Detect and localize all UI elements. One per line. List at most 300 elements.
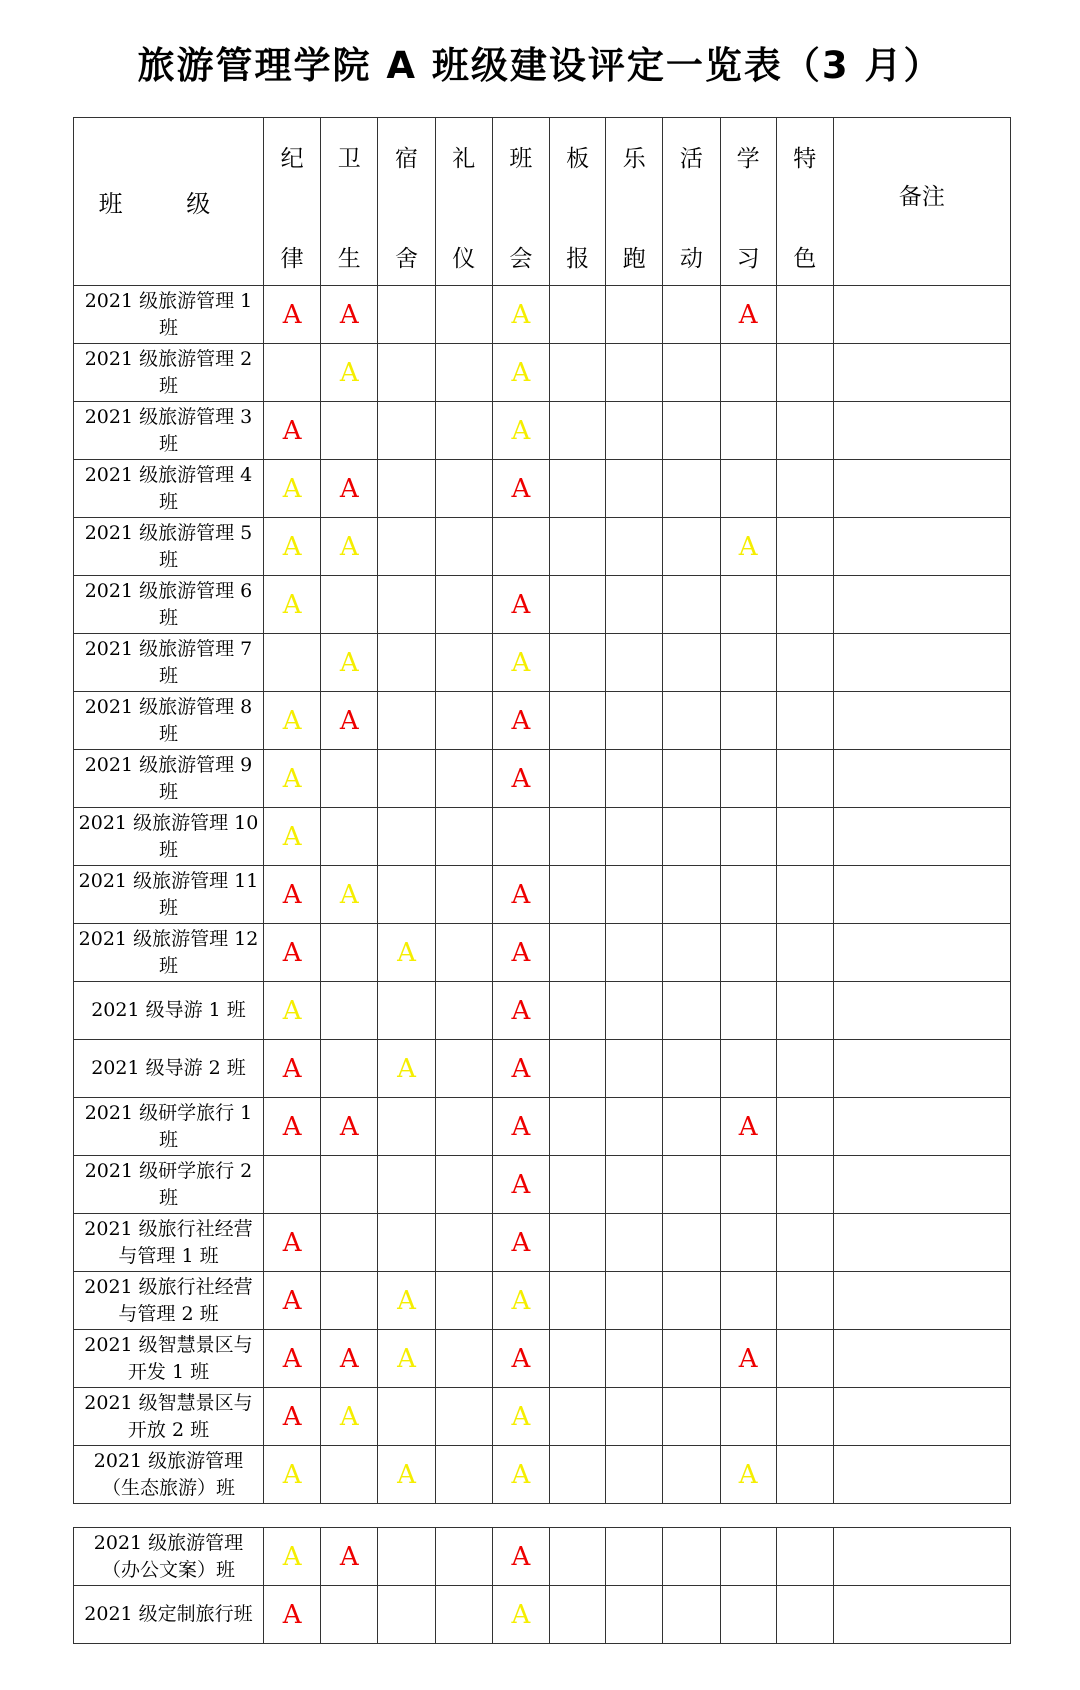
rating-cell xyxy=(776,1586,833,1644)
rating-cell xyxy=(321,402,378,460)
table-row xyxy=(74,750,1011,808)
table-row xyxy=(74,1156,1011,1214)
rating-cell xyxy=(435,692,492,750)
category-header xyxy=(435,118,492,286)
rating-cell xyxy=(263,634,320,692)
rating-cell xyxy=(663,1272,720,1330)
category-header-char: 色 xyxy=(793,246,817,272)
rating-cell xyxy=(263,866,320,924)
rating-mark: A xyxy=(511,1111,531,1142)
rating-mark: A xyxy=(282,879,302,910)
notes-cell xyxy=(833,1214,1010,1272)
rating-cell xyxy=(606,1214,663,1272)
rating-cell xyxy=(663,460,720,518)
notes-cell xyxy=(833,576,1010,634)
rating-cell xyxy=(606,750,663,808)
rating-cell xyxy=(550,1272,606,1330)
table-row xyxy=(74,576,1011,634)
rating-cell xyxy=(550,460,606,518)
notes-cell xyxy=(833,808,1010,866)
rating-cell xyxy=(378,1098,435,1156)
rating-cell xyxy=(492,1098,549,1156)
rating-cell xyxy=(663,402,720,460)
notes-cell xyxy=(833,982,1010,1040)
page-title: 旅游管理学院 A 班级建设评定一览表（3 月） xyxy=(137,44,943,87)
rating-mark: A xyxy=(511,1227,531,1258)
rating-mark: A xyxy=(282,1599,302,1630)
table-row xyxy=(74,402,1011,460)
category-header-char: 卫 xyxy=(337,146,361,172)
rating-cell xyxy=(606,1388,663,1446)
rating-mark: A xyxy=(339,879,359,910)
rating-cell xyxy=(550,402,606,460)
rating-cell xyxy=(720,1214,776,1272)
rating-cell xyxy=(492,1446,549,1504)
rating-cell xyxy=(776,808,833,866)
rating-cell xyxy=(435,460,492,518)
rating-mark: A xyxy=(738,299,758,330)
rating-cell xyxy=(720,460,776,518)
rating-cell xyxy=(435,344,492,402)
class-name-cell: 2021 级研学旅行 1 班 xyxy=(74,1098,264,1156)
rating-cell xyxy=(663,1156,720,1214)
rating-cell xyxy=(720,692,776,750)
rating-cell xyxy=(321,982,378,1040)
rating-cell xyxy=(663,1330,720,1388)
rating-cell xyxy=(606,344,663,402)
rating-cell xyxy=(550,1528,606,1586)
rating-cell xyxy=(378,286,435,344)
rating-mark: A xyxy=(511,1599,531,1630)
class-name-cell: 2021 级旅游管理 10 班 xyxy=(74,808,264,866)
rating-cell xyxy=(321,1388,378,1446)
rating-mark: A xyxy=(339,531,359,562)
rating-cell xyxy=(720,1330,776,1388)
table-row xyxy=(74,1040,1011,1098)
rating-cell xyxy=(720,634,776,692)
table-row xyxy=(74,982,1011,1040)
rating-cell xyxy=(492,1156,549,1214)
class-name-cell: 2021 级旅游管理 12 班 xyxy=(74,924,264,982)
rating-cell xyxy=(263,1098,320,1156)
rating-cell xyxy=(492,866,549,924)
rating-cell xyxy=(321,1040,378,1098)
rating-cell xyxy=(435,866,492,924)
rating-cell xyxy=(606,1446,663,1504)
notes-cell xyxy=(833,1528,1010,1586)
rating-cell xyxy=(321,692,378,750)
rating-cell xyxy=(263,692,320,750)
notes-cell xyxy=(833,1272,1010,1330)
notes-cell xyxy=(833,750,1010,808)
rating-cell xyxy=(378,1528,435,1586)
rating-cell xyxy=(606,1272,663,1330)
rating-cell xyxy=(720,1272,776,1330)
rating-cell xyxy=(776,1388,833,1446)
rating-cell xyxy=(263,1586,320,1644)
rating-cell xyxy=(492,518,549,576)
rating-cell xyxy=(606,982,663,1040)
rating-cell xyxy=(550,1214,606,1272)
rating-cell xyxy=(435,750,492,808)
rating-cell xyxy=(378,1214,435,1272)
rating-cell xyxy=(720,1098,776,1156)
rating-cell xyxy=(321,576,378,634)
category-header-char: 礼 xyxy=(452,146,476,172)
rating-cell xyxy=(663,286,720,344)
rating-cell xyxy=(492,1586,549,1644)
category-header-char: 跑 xyxy=(622,246,646,272)
rating-cell xyxy=(606,460,663,518)
rating-mark: A xyxy=(282,821,302,852)
notes-cell xyxy=(833,866,1010,924)
rating-cell xyxy=(776,634,833,692)
rating-cell xyxy=(321,460,378,518)
rating-cell xyxy=(378,1586,435,1644)
rating-cell xyxy=(492,808,549,866)
rating-cell xyxy=(606,1156,663,1214)
rating-cell xyxy=(606,1586,663,1644)
rating-mark: A xyxy=(282,1541,302,1572)
rating-cell xyxy=(776,692,833,750)
class-name-cell: 2021 级智慧景区与开发 1 班 xyxy=(74,1330,264,1388)
table-row xyxy=(74,924,1011,982)
rating-cell xyxy=(263,402,320,460)
class-name-cell: 2021 级旅游管理 7 班 xyxy=(74,634,264,692)
notes-cell xyxy=(833,1446,1010,1504)
category-header-char: 生 xyxy=(337,246,361,272)
rating-cell xyxy=(720,1156,776,1214)
notes-column-header: 备注 xyxy=(833,118,1010,286)
rating-cell xyxy=(435,1528,492,1586)
rating-cell xyxy=(378,1040,435,1098)
rating-mark: A xyxy=(511,589,531,620)
class-name-cell: 2021 级智慧景区与开放 2 班 xyxy=(74,1388,264,1446)
rating-cell xyxy=(550,286,606,344)
table-row xyxy=(74,286,1011,344)
rating-cell xyxy=(776,750,833,808)
rating-cell xyxy=(378,982,435,1040)
rating-cell xyxy=(321,634,378,692)
rating-cell xyxy=(720,1040,776,1098)
rating-cell xyxy=(663,518,720,576)
rating-cell xyxy=(720,286,776,344)
rating-cell xyxy=(435,1156,492,1214)
notes-cell xyxy=(833,924,1010,982)
rating-mark: A xyxy=(738,1459,758,1490)
category-header-char: 报 xyxy=(566,246,590,272)
category-header-char: 特 xyxy=(793,146,817,172)
rating-mark: A xyxy=(282,589,302,620)
rating-cell xyxy=(663,1214,720,1272)
rating-cell xyxy=(550,1586,606,1644)
class-name-cell: 2021 级旅游管理（办公文案）班 xyxy=(74,1528,264,1586)
rating-cell xyxy=(263,750,320,808)
rating-mark: A xyxy=(511,1401,531,1432)
rating-cell xyxy=(776,1156,833,1214)
rating-cell xyxy=(492,924,549,982)
category-header-char: 仪 xyxy=(452,246,476,272)
rating-mark: A xyxy=(282,299,302,330)
rating-cell xyxy=(492,1214,549,1272)
rating-cell xyxy=(492,634,549,692)
rating-mark: A xyxy=(282,1343,302,1374)
rating-cell xyxy=(663,1586,720,1644)
rating-mark: A xyxy=(738,531,758,562)
rating-mark: A xyxy=(339,1401,359,1432)
rating-cell xyxy=(720,1388,776,1446)
rating-cell xyxy=(606,692,663,750)
rating-cell xyxy=(378,1388,435,1446)
rating-cell xyxy=(435,1272,492,1330)
rating-mark: A xyxy=(738,1343,758,1374)
rating-cell xyxy=(663,982,720,1040)
rating-cell xyxy=(263,1040,320,1098)
rating-cell xyxy=(720,576,776,634)
table-row xyxy=(74,1214,1011,1272)
category-header-char: 动 xyxy=(679,246,703,272)
table-row xyxy=(74,1272,1011,1330)
rating-cell xyxy=(321,808,378,866)
rating-cell xyxy=(663,692,720,750)
rating-mark: A xyxy=(339,647,359,678)
rating-mark: A xyxy=(738,1111,758,1142)
rating-cell xyxy=(550,1330,606,1388)
rating-cell xyxy=(435,634,492,692)
category-header-char: 学 xyxy=(736,146,760,172)
rating-mark: A xyxy=(282,1053,302,1084)
rating-cell xyxy=(720,924,776,982)
category-header xyxy=(663,118,720,286)
category-header xyxy=(606,118,663,286)
rating-cell xyxy=(550,924,606,982)
rating-cell xyxy=(720,982,776,1040)
rating-mark: A xyxy=(511,415,531,446)
rating-cell xyxy=(776,1330,833,1388)
class-name-cell: 2021 级旅游管理 4 班 xyxy=(74,460,264,518)
rating-cell xyxy=(606,576,663,634)
rating-mark: A xyxy=(282,763,302,794)
rating-cell xyxy=(378,1330,435,1388)
rating-mark: A xyxy=(282,995,302,1026)
rating-cell xyxy=(776,1528,833,1586)
rating-cell xyxy=(263,982,320,1040)
category-header-char: 律 xyxy=(280,246,304,272)
rating-cell xyxy=(321,1272,378,1330)
notes-cell xyxy=(833,1330,1010,1388)
rating-cell xyxy=(435,924,492,982)
rating-cell xyxy=(321,1156,378,1214)
rating-cell xyxy=(435,576,492,634)
rating-cell xyxy=(550,1446,606,1504)
rating-cell xyxy=(606,924,663,982)
rating-cell xyxy=(263,1272,320,1330)
rating-cell xyxy=(378,1272,435,1330)
rating-cell xyxy=(663,576,720,634)
rating-cell xyxy=(776,402,833,460)
rating-cell xyxy=(550,1388,606,1446)
rating-mark: A xyxy=(511,1285,531,1316)
rating-cell xyxy=(550,1040,606,1098)
rating-table-continued xyxy=(73,1527,1011,1644)
rating-cell xyxy=(776,1214,833,1272)
category-header xyxy=(263,118,320,286)
rating-cell xyxy=(321,518,378,576)
rating-cell xyxy=(378,866,435,924)
rating-cell xyxy=(378,634,435,692)
rating-cell xyxy=(720,1528,776,1586)
rating-cell xyxy=(378,402,435,460)
rating-cell xyxy=(492,1388,549,1446)
notes-cell xyxy=(833,402,1010,460)
table-row xyxy=(74,460,1011,518)
category-header-char: 活 xyxy=(679,146,703,172)
rating-cell xyxy=(492,982,549,1040)
class-name-cell: 2021 级旅游管理 11 班 xyxy=(74,866,264,924)
rating-cell xyxy=(663,344,720,402)
class-name-cell: 2021 级旅游管理 3 班 xyxy=(74,402,264,460)
class-name-cell: 2021 级研学旅行 2 班 xyxy=(74,1156,264,1214)
rating-cell xyxy=(263,924,320,982)
notes-cell xyxy=(833,1586,1010,1644)
rating-cell xyxy=(606,1330,663,1388)
rating-cell xyxy=(321,1098,378,1156)
rating-cell xyxy=(606,1098,663,1156)
rating-cell xyxy=(720,402,776,460)
rating-cell xyxy=(378,924,435,982)
rating-cell xyxy=(492,344,549,402)
rating-cell xyxy=(550,692,606,750)
rating-cell xyxy=(776,1272,833,1330)
rating-cell xyxy=(321,1214,378,1272)
header-row xyxy=(74,118,1011,286)
rating-cell xyxy=(492,1040,549,1098)
rating-cell xyxy=(378,1446,435,1504)
notes-cell xyxy=(833,1098,1010,1156)
rating-cell xyxy=(720,1586,776,1644)
rating-cell xyxy=(550,866,606,924)
rating-cell xyxy=(550,344,606,402)
table-row xyxy=(74,1528,1011,1586)
rating-cell xyxy=(321,286,378,344)
rating-mark: A xyxy=(511,299,531,330)
table-row xyxy=(74,344,1011,402)
rating-mark: A xyxy=(339,1111,359,1142)
category-header xyxy=(550,118,606,286)
rating-mark: A xyxy=(339,473,359,504)
category-header xyxy=(776,118,833,286)
rating-cell xyxy=(720,808,776,866)
rating-mark: A xyxy=(282,1227,302,1258)
table-row xyxy=(74,866,1011,924)
rating-mark: A xyxy=(511,1169,531,1200)
rating-cell xyxy=(435,1098,492,1156)
rating-cell xyxy=(263,1446,320,1504)
rating-cell xyxy=(492,692,549,750)
rating-cell xyxy=(663,634,720,692)
rating-cell xyxy=(606,286,663,344)
rating-cell xyxy=(435,1040,492,1098)
rating-mark: A xyxy=(397,1285,416,1316)
rating-cell xyxy=(321,1446,378,1504)
rating-mark: A xyxy=(511,937,531,968)
rating-cell xyxy=(378,460,435,518)
rating-cell xyxy=(321,750,378,808)
rating-mark: A xyxy=(282,1401,302,1432)
rating-cell xyxy=(776,1040,833,1098)
rating-cell xyxy=(263,518,320,576)
class-column-header: 班 级 xyxy=(74,118,264,286)
rating-mark: A xyxy=(511,1459,531,1490)
rating-mark: A xyxy=(282,1111,302,1142)
class-name-cell: 2021 级导游 1 班 xyxy=(74,982,264,1040)
rating-cell xyxy=(378,750,435,808)
rating-mark: A xyxy=(397,937,416,968)
rating-cell xyxy=(776,286,833,344)
category-header xyxy=(720,118,776,286)
table-row xyxy=(74,808,1011,866)
rating-cell xyxy=(776,518,833,576)
notes-cell xyxy=(833,286,1010,344)
notes-cell xyxy=(833,692,1010,750)
rating-cell xyxy=(263,1330,320,1388)
rating-cell xyxy=(606,866,663,924)
rating-mark: A xyxy=(282,1459,302,1490)
rating-cell xyxy=(492,286,549,344)
rating-mark: A xyxy=(282,705,302,736)
category-header-char: 会 xyxy=(509,246,533,272)
class-name-cell: 2021 级旅游管理 9 班 xyxy=(74,750,264,808)
rating-cell xyxy=(263,1388,320,1446)
rating-cell xyxy=(663,1040,720,1098)
rating-mark: A xyxy=(339,299,359,330)
rating-cell xyxy=(776,576,833,634)
class-name-cell: 2021 级定制旅行班 xyxy=(74,1586,264,1644)
rating-cell xyxy=(435,1586,492,1644)
rating-mark: A xyxy=(511,357,531,388)
rating-cell xyxy=(720,866,776,924)
table-row xyxy=(74,518,1011,576)
notes-cell xyxy=(833,1156,1010,1214)
category-header-char: 宿 xyxy=(394,146,418,172)
rating-mark: A xyxy=(511,995,531,1026)
rating-cell xyxy=(606,1528,663,1586)
rating-table xyxy=(73,117,1011,1504)
rating-cell xyxy=(321,924,378,982)
rating-cell xyxy=(263,1528,320,1586)
rating-cell xyxy=(663,808,720,866)
rating-cell xyxy=(435,286,492,344)
rating-mark: A xyxy=(397,1053,416,1084)
rating-cell xyxy=(435,982,492,1040)
class-name-cell: 2021 级旅游管理 5 班 xyxy=(74,518,264,576)
notes-cell xyxy=(833,1040,1010,1098)
rating-cell xyxy=(263,576,320,634)
rating-cell xyxy=(435,808,492,866)
rating-cell xyxy=(378,344,435,402)
notes-cell xyxy=(833,1388,1010,1446)
rating-cell xyxy=(263,286,320,344)
rating-cell xyxy=(663,866,720,924)
class-name-cell: 2021 级旅行社经营与管理 1 班 xyxy=(74,1214,264,1272)
rating-mark: A xyxy=(339,705,359,736)
rating-cell xyxy=(435,1446,492,1504)
rating-cell xyxy=(321,866,378,924)
table-row xyxy=(74,1330,1011,1388)
notes-cell xyxy=(833,344,1010,402)
rating-cell xyxy=(720,750,776,808)
class-name-cell: 2021 级旅游管理 8 班 xyxy=(74,692,264,750)
